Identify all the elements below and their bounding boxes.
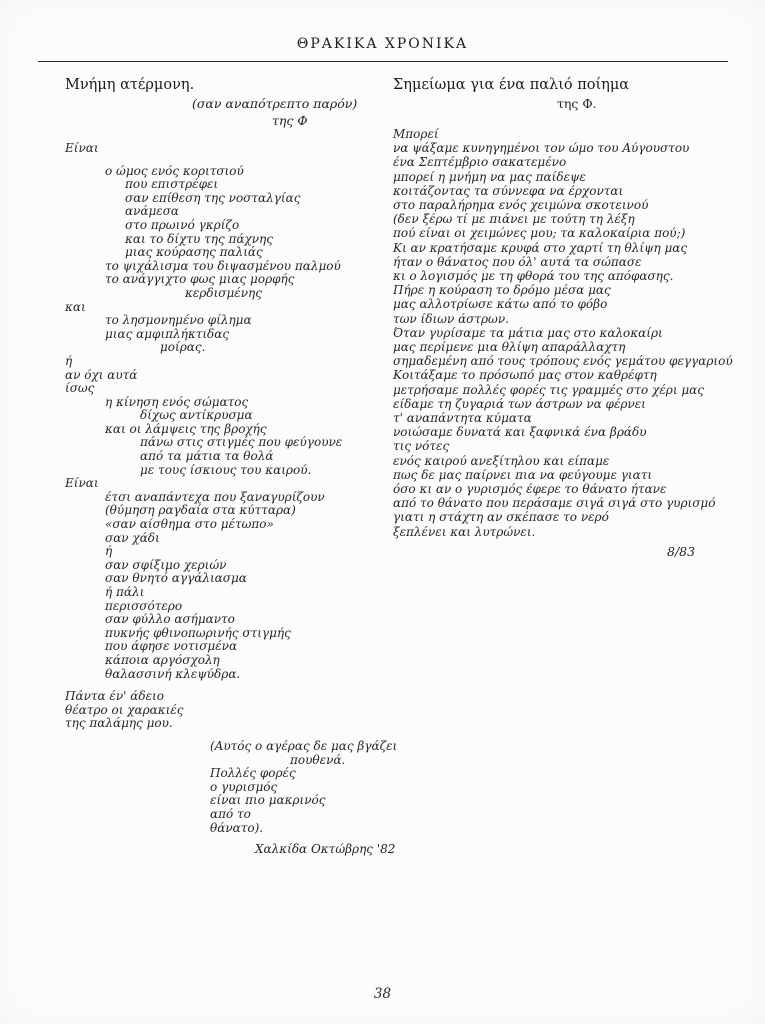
- poem-line: στο πρωινό γκρίζο: [125, 217, 240, 232]
- right-poem-title: Σημείωμα για ένα παλιό ποίημα: [393, 77, 630, 93]
- poem-line: το ψιχάλισμα του διψασμένου παλμού: [105, 258, 341, 273]
- left-poem-signature: Χαλκίδα Οκτώβρης '82: [255, 842, 396, 857]
- poem-line: όσο κι αν ο γυρισμός έφερε το θάνατο ήτανε: [393, 482, 667, 497]
- poem-line: τ' αναπάντητα κύματα: [393, 411, 532, 426]
- poem-line: πως δε μας παίρνει πια να φεύγουμε γιατι: [393, 467, 653, 482]
- right-poem-byline: της Φ.: [557, 96, 597, 111]
- poem-line: σαν σφίξιμο χεριών: [105, 557, 227, 572]
- poem-line: πουθενά.: [290, 752, 346, 767]
- poem-line: πυκνής φθινοπωρινής στιγμής: [105, 625, 291, 640]
- poem-line: είδαμε τη ζυγαριά των άστρων να φέρνει: [393, 396, 646, 411]
- header-rule: [38, 61, 728, 62]
- poem-line: θάνατο).: [210, 820, 264, 835]
- poem-line: μας περίμενε μια θλίψη απαράλλαχτη: [393, 340, 626, 355]
- poem-line: είναι πιο μακρινός: [210, 793, 326, 808]
- poem-line: «σαν αίσθημα στο μέτωπο»: [105, 517, 274, 532]
- poem-line: κι ο λογισμός με τη φθορά του της απόφασης.: [393, 269, 674, 284]
- poem-line: ή: [105, 544, 113, 559]
- left-poem-title: Μνήμη ατέρμονη.: [65, 77, 195, 93]
- poem-line: Πήρε η κούραση το δρόμο μέσα μας: [393, 283, 611, 298]
- poem-line: και οι λάμψεις της βροχής: [105, 421, 267, 436]
- poem-line: περισσότερο: [105, 598, 183, 613]
- poem-line: (δεν ξέρω τί με πιάνει με τούτη τη λέξη: [393, 212, 635, 227]
- poem-line: μετρήσαμε πολλές φορές τις γραμμές στο χέρι μας: [393, 382, 704, 397]
- right-poem-date: 8/83: [667, 543, 696, 559]
- poem-line: αν όχι αυτά: [65, 367, 138, 382]
- poem-line: ανάμεσα: [125, 204, 180, 219]
- poem-line: γιατι η στάχτη αν σκέπασε το νερό: [393, 510, 609, 525]
- poem-line: Πολλές φορές: [210, 766, 296, 781]
- poem-line: σημαδεμένη από τους τρόπους ενός γεμάτου φεγγαριού: [393, 354, 733, 369]
- poem-line: μιας κούρασης παλιάς: [125, 245, 263, 260]
- poem-line: μοίρας.: [160, 340, 206, 355]
- poem-line: το ανάγγιχτο φως μιας μορφής: [105, 272, 295, 287]
- page-number: 38: [373, 986, 392, 1002]
- poem-line: σαν θνητό αγγάλιασμα: [105, 571, 247, 586]
- poem-line: ήταν ο θάνατος που όλ' αυτά τα σώπασε: [393, 254, 642, 269]
- poem-line: (θύμηση ραγδαία στα κύτταρα): [105, 503, 296, 518]
- left-poem-byline: της Φ: [272, 113, 308, 128]
- poem-line: πού είναι οι χειμώνες μου; τα καλοκαίρια πού;): [393, 226, 686, 241]
- poem-line: ένα Σεπτέμβριο σακατεμένο: [393, 155, 567, 170]
- poem-line: ξεπλένει και λυτρώνει.: [393, 524, 536, 539]
- poem-line: νοιώσαμε δυνατά και ξαφνικά ένα βράδυ: [393, 425, 647, 440]
- poem-line: της παλάμης μου.: [65, 716, 173, 731]
- poem-line: δίχως αντίκρυσμα: [140, 408, 253, 423]
- poem-line: ο γυρισμός: [210, 779, 278, 794]
- poem-line: και: [65, 299, 86, 314]
- poem-line: (Αυτός ο αγέρας δε μας βγάζει: [210, 738, 398, 753]
- poem-line: θέατρο οι χαρακιές: [65, 702, 184, 717]
- poem-line: από το θάνατο που περάσαμε σιγά σιγά στο γυρισμό: [393, 496, 716, 511]
- poem-line: Μπορεί: [393, 127, 439, 141]
- poem-line: κερδισμένης: [185, 285, 262, 300]
- poem-line: θαλασσινή κλεψύδρα.: [105, 666, 241, 681]
- left-poem-column: [65, 76, 398, 857]
- poem-line: από τα μάτια τα θολά: [140, 449, 274, 464]
- poem-line: που επιστρέφει: [125, 177, 219, 192]
- left-poem-subtitle: (σαν αναπότρεπτο παρόν): [192, 96, 358, 111]
- poem-line: έτσι αναπάντεχα που ξαναγυρίζουν: [105, 489, 325, 504]
- poem-line: μας αλλοτρίωσε κάτω από το φόβο: [393, 297, 608, 312]
- poem-line: ο ώμος ενός κοριτσιού: [105, 163, 244, 178]
- left-poem-body: [65, 141, 398, 835]
- poem-line: σαν επίθεση της νοσταλγίας: [125, 190, 301, 205]
- poem-line: Κι αν κρατήσαμε κρυφά στο χαρτί τη θλίψη μας: [393, 240, 688, 255]
- poem-line: η κίνηση ενός σώματος: [105, 394, 249, 409]
- poem-line: κάποια αργόσχολη: [105, 652, 220, 667]
- poem-line: ίσως: [65, 381, 95, 396]
- poem-line: ή πάλι: [105, 585, 145, 599]
- poem-line: να ψάξαμε κυνηγημένοι τον ώμο του Αύγουστου: [393, 141, 690, 156]
- poem-line: τις νότες: [393, 439, 450, 454]
- poem-line: στο παραλήρημα ενός χειμώνα σκοτεινού: [393, 198, 649, 213]
- poem-line: και το δίχτυ της πάχνης: [125, 231, 273, 246]
- poem-line: με τους ίσκιους του καιρού.: [140, 462, 312, 477]
- poem-line: κοιτάζοντας τα σύννεφα να έρχονται: [393, 183, 624, 198]
- poem-line: το λησμονημένο φίλημα: [105, 313, 252, 328]
- poem-line: των ίδιων άστρων.: [393, 311, 509, 326]
- poem-line: σαν φύλλο ασήμαντο: [105, 612, 235, 627]
- poem-line: ενός καιρού ανεξίτηλου και είπαμε: [393, 453, 610, 468]
- poem-line: μπορεί η μνήμη να μας παίδεψε: [393, 169, 586, 184]
- journal-header-title: ΘΡΑΚΙΚΑ ΧΡΟΝΙΚΑ: [296, 36, 469, 52]
- poem-line: σαν χάδι: [105, 530, 160, 545]
- poem-line: από το: [210, 806, 251, 821]
- right-poem-body: [393, 127, 745, 539]
- poem-line: πάνω στις στιγμές που φεύγουνε: [140, 435, 343, 450]
- right-poem-column: [393, 76, 745, 559]
- poem-line: μιας αμφιπλήκτιδας: [105, 326, 230, 341]
- poem-line: ή: [65, 353, 73, 368]
- poem-line: Είναι: [65, 476, 99, 491]
- poem-line: Όταν γυρίσαμε τα μάτια μας στο καλοκαίρι: [393, 325, 663, 340]
- poem-line: Είναι: [65, 141, 99, 155]
- poem-line: που άφησε νοτισμένα: [105, 639, 238, 654]
- poem-line: Πάντα έν' άδειο: [65, 689, 164, 704]
- poem-line: Κοιτάξαμε το πρόσωπό μας στον καθρέφτη: [393, 368, 657, 383]
